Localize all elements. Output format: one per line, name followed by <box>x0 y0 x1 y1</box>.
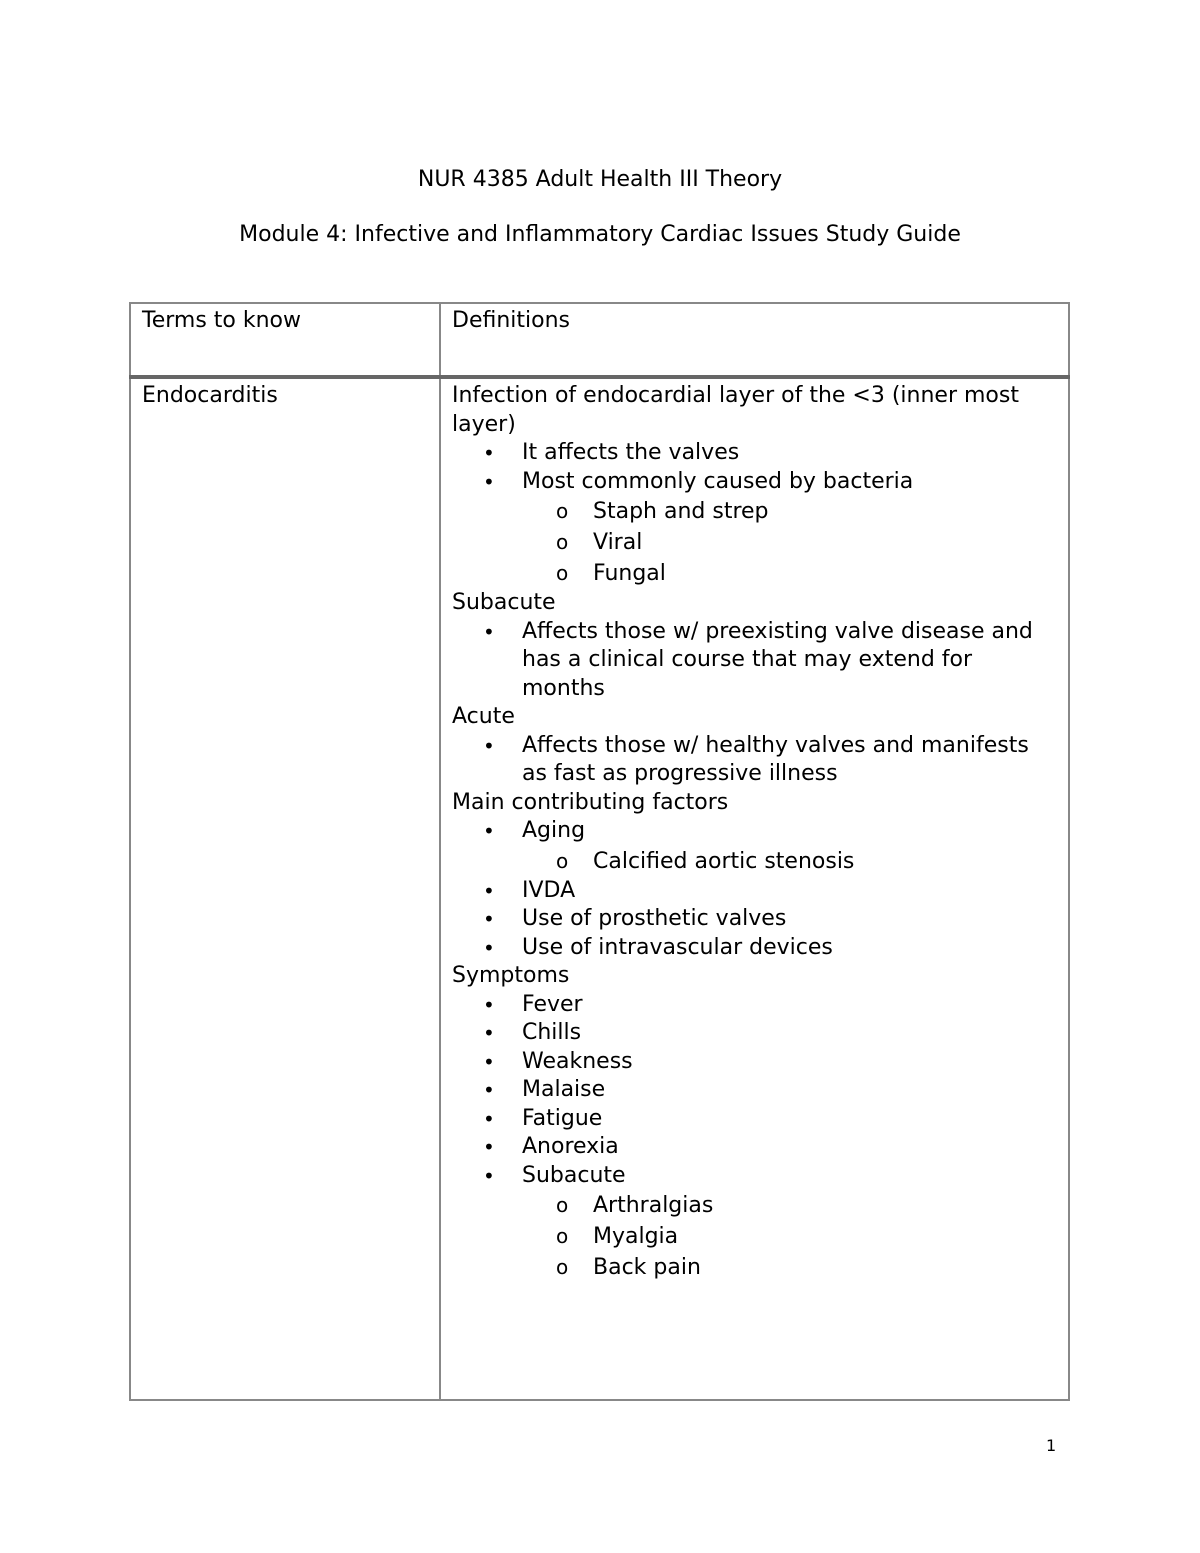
subacute-symptoms-sublist <box>522 1190 1058 1283</box>
bullet-icon: • <box>483 441 495 465</box>
bullet-icon: • <box>483 1163 495 1188</box>
module-title: Module 4: Infective and Inflammatory Cardiac Issues Study Guide <box>239 222 961 247</box>
sub-list-item: o Staph and strep <box>452 496 1058 527</box>
symptoms-list <box>452 991 1058 1284</box>
bullet-icon: • <box>483 935 495 960</box>
list-item: • Chills <box>452 1019 1058 1048</box>
sub-bullet-icon: o <box>556 848 569 873</box>
section-heading-subacute: Subacute <box>452 590 556 615</box>
term-cell: Endocarditis <box>130 377 440 1400</box>
list-item: • Most commonly caused by bacteria o Staph and strep o Viral o Fungal <box>452 468 1058 590</box>
section-heading-acute: Acute <box>452 704 515 729</box>
list-item: • IVDA <box>452 877 1058 906</box>
bullet-icon: • <box>483 1106 495 1131</box>
list-item: • Affects those w/ preexisting valve disease and has a clinical course that may extend for months <box>483 618 1033 701</box>
study-guide-table <box>129 302 1070 1401</box>
bullet-icon: • <box>483 469 495 494</box>
subacute-list <box>452 618 1058 704</box>
intro-list <box>452 439 1058 589</box>
sub-list-item: o Fungal <box>452 558 1058 589</box>
sub-list-item: o Back pain <box>452 1252 1058 1283</box>
list-item: • Affects those w/ healthy valves and manifests as fast as progressive illness <box>483 732 1029 786</box>
course-title: NUR 4385 Adult Health III Theory <box>417 167 783 192</box>
sub-list-item: o Arthralgias <box>452 1190 1058 1221</box>
section-heading-symptoms: Symptoms <box>452 963 570 988</box>
definition-cell <box>440 377 1069 1400</box>
list-item: • Fever <box>452 991 1058 1020</box>
sub-list-item: o Viral <box>452 527 1058 558</box>
list-item: • Use of prosthetic valves <box>452 905 1058 934</box>
bullet-icon: • <box>483 819 495 843</box>
bullet-icon: • <box>483 619 495 644</box>
cause-sublist <box>522 496 1058 589</box>
list-item: • Fatigue <box>452 1105 1058 1134</box>
bullet-icon: • <box>483 1078 495 1102</box>
bullet-icon: • <box>483 878 495 903</box>
sub-bullet-icon: o <box>556 499 569 523</box>
sub-bullet-icon: o <box>556 530 569 554</box>
page-number: 1 <box>1046 1436 1057 1455</box>
sub-bullet-icon: o <box>556 1193 569 1217</box>
bullet-icon: • <box>483 733 495 758</box>
sub-list-item: o Calcified aortic stenosis <box>452 846 1058 877</box>
bullet-icon: • <box>483 1049 495 1074</box>
list-item: • It affects the valves <box>452 439 1058 468</box>
bullet-icon: • <box>483 1021 495 1045</box>
sub-bullet-icon: o <box>556 561 569 585</box>
header-definitions: Definitions <box>440 303 1069 377</box>
bullet-icon: • <box>483 992 495 1017</box>
table-header-row <box>130 303 1069 377</box>
definition-intro: Infection of endocardial layer of the <3 (inner most layer) <box>452 383 1019 437</box>
list-item: • Weakness <box>452 1048 1058 1077</box>
list-item: • Anorexia <box>452 1133 1058 1162</box>
aging-sublist <box>522 846 1058 877</box>
acute-list <box>452 732 1058 789</box>
header-terms: Terms to know <box>130 303 440 377</box>
list-item: • Aging o Calcified aortic stenosis <box>452 817 1058 877</box>
bullet-icon: • <box>483 907 495 931</box>
sub-bullet-icon: o <box>556 1255 569 1279</box>
list-item: • Subacute o Arthralgias o Myalgia o Back pain <box>452 1162 1058 1284</box>
table-row <box>130 377 1069 1400</box>
sub-bullet-icon: o <box>556 1224 569 1248</box>
factors-list <box>452 817 1058 962</box>
list-item: • Use of intravascular devices <box>452 934 1058 963</box>
section-heading-factors: Main contributing factors <box>452 789 729 815</box>
sub-list-item: o Myalgia <box>452 1221 1058 1252</box>
bullet-icon: • <box>483 1135 495 1159</box>
list-item: • Malaise <box>452 1076 1058 1105</box>
